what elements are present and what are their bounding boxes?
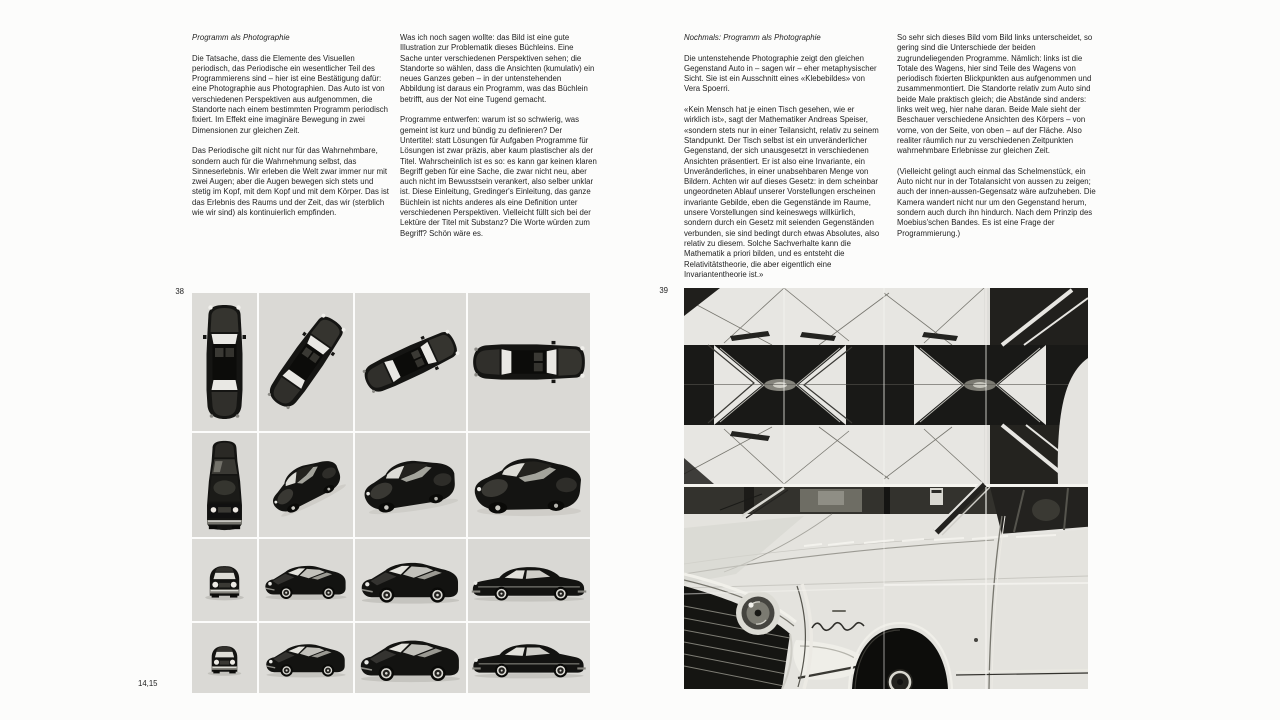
paragraph: Die Tatsache, dass die Elemente des Visuellen periodisch, das Periodische ein wesentlicher Teil des Programmierens sind – hier ist eine Bestätigung dafür: eine Photographie aus Photographien. Das Auto ist von verschiedenen Perspektiven aus aufgenommen, die Standorte nach einem bestimmten Programm periodisch fixiert. Im Effekt eine imaginäre Bewegung in zwei Dimensionen zur gleichen Zeit. xyxy=(192,53,389,135)
montage-car xyxy=(684,482,1088,689)
right-page-column-1 xyxy=(684,33,881,290)
paragraph: (Vielleicht gelingt auch einmal das Schelmenstück, ein Auto nicht nur in der Totalansicht von aussen zu zeigen; auch der innen-aussen-Gegensatz wäre aufzuheben. Die Kamera wandert nicht nur um den Gegenstand herum, sondern auch durch ihn hindurch. Nach dem Prinzip des Moebius'schen Bandes. Es ist eine Frage der Programmierung.) xyxy=(897,166,1096,238)
paragraph: Das Periodische gilt nicht nur für das Wahrnehmbare, sondern auch für die Wahrnehmung selbst, das Sinneserlebnis. Wir erleben die Welt zwar immer nur mit zwei Augen; aber die Augen bewegen sich stets und stetig im Kopf, mit dem Kopf und mit dem Körper. Das ist das Erlebnis des Raums und der Zeit, das wir (sterblich wie wir sind) als kontinuierlich empfinden. xyxy=(192,146,389,218)
paragraph: Was ich noch sagen wollte: das Bild ist eine gute Illustration zur Problematik dieses Büchleins. Eine Sache unter verschiedenen Perspektiven sehen; die Standorte so wählen, dass die Ansichten (kumulativ) ein neues Ganzes geben – in der untenstehenden Abbildung ist daraus ein Programm, was das Büchlein betrifft, aus der Not eine Tugend gemacht. xyxy=(400,33,595,104)
klebebild-montage-photo xyxy=(684,288,1088,689)
figure-caption: 14,15 xyxy=(138,679,158,688)
paragraph: Programme entwerfen: warum ist so schwierig, was gemeint ist kurz und bündig zu definieren? Der Untertitel: statt Lösungen für Aufgaben Programme für Lösungen ist zwar präzis, aber kaum plastischer als der Titel. Wahrscheinlich ist es so: es kann gar keinen klaren Begriff geben für eine Sache, die zwar nicht neu, aber auch nicht im Bewusstsein verankert, also selber unklar ist. Diese Einleitung, Gredinger's Einleitung, das ganze Büchlein ist nichts anderes als eine Definition unter verschiedenen Perspektiven. Vielleicht füllt sich bei der Lektüre der Titel mit Substanz? Die Worte würden zum Begriff? Schön wäre es. xyxy=(400,115,597,238)
paragraph: So sehr sich dieses Bild vom Bild links unterscheidet, so gering sind die Unterschiede der beiden zugrundeliegenden Programme. Nämlich: links ist die Totale des Wagens, hier sind Teile des Wagens von periodisch fixierten Blickpunkten aus aufgenommen und zusammenmontiert. Die Standorte relativ zum Auto sind beide Male praktisch gleich; die Abstände sind anders: links weit weg, hier nahe daran. Beide Male sieht der Beschauer verschiedene Ansichten des Körpers – von vorne, von der Seite, von oben – auf der Fläche. Also realiter räumlich nur zu verschiedenen Zeitpunkten wahrnehmbare Erlebnisse zur gleichen Zeit. xyxy=(897,33,1093,156)
left-page-column-1 xyxy=(192,33,389,229)
mirror-band xyxy=(684,345,1088,425)
page-number-right: 39 xyxy=(659,286,668,295)
page-number-left: 38 xyxy=(175,287,184,296)
right-page-column-2 xyxy=(897,33,1103,249)
left-page-column-2 xyxy=(400,33,597,249)
right-page-heading: Nochmals: Programm als Photographie xyxy=(684,33,821,42)
paragraph: «Kein Mensch hat je einen Tisch gesehen, wie er wirklich ist», sagt der Mathematiker Andreas Speiser, «sondern stets nur in einer Teilansicht, relativ zu seinem Standpunkt. Der Tisch selbst ist ein unveränderlicher Gegenstand, der sich unausgesetzt in verschiedenen Ansichten präsentiert. Er ist also eine Invariante, ein Unveränderliches, in einer unabsehbaren Menge von Bildern. Achten wir auf dieses Gesetz: in dem scheinbar ungeordneten Ablauf unserer Vorstellungen erscheinen invariante Gebilde, eben die Gegenstände im Raume, unsere Vorstellungen sind keineswegs willkürlich, sondern durch ein Gesetz mit seienden Gegenständen verbunden, sie sind bedingt durch etwas Absolutes, also relativ zu diesem. Solche Sachverhalte kann die Mathematik a priori bilden, und es entsteht die Relativitätstheorie, die aber eigentlich eine Invariantentheorie ist.» xyxy=(684,105,880,279)
paragraph: Die untenstehende Photographie zeigt den gleichen Gegenstand Auto in – sagen wir – eher metaphysischer Sicht. Sie ist ein Ausschnitt eines «Klebebildes» von Vera Spoerri. xyxy=(684,53,877,94)
headlight xyxy=(736,591,780,635)
car-perspective-grid-photo xyxy=(192,293,590,693)
left-page-heading: Programm als Photographie xyxy=(192,33,290,42)
